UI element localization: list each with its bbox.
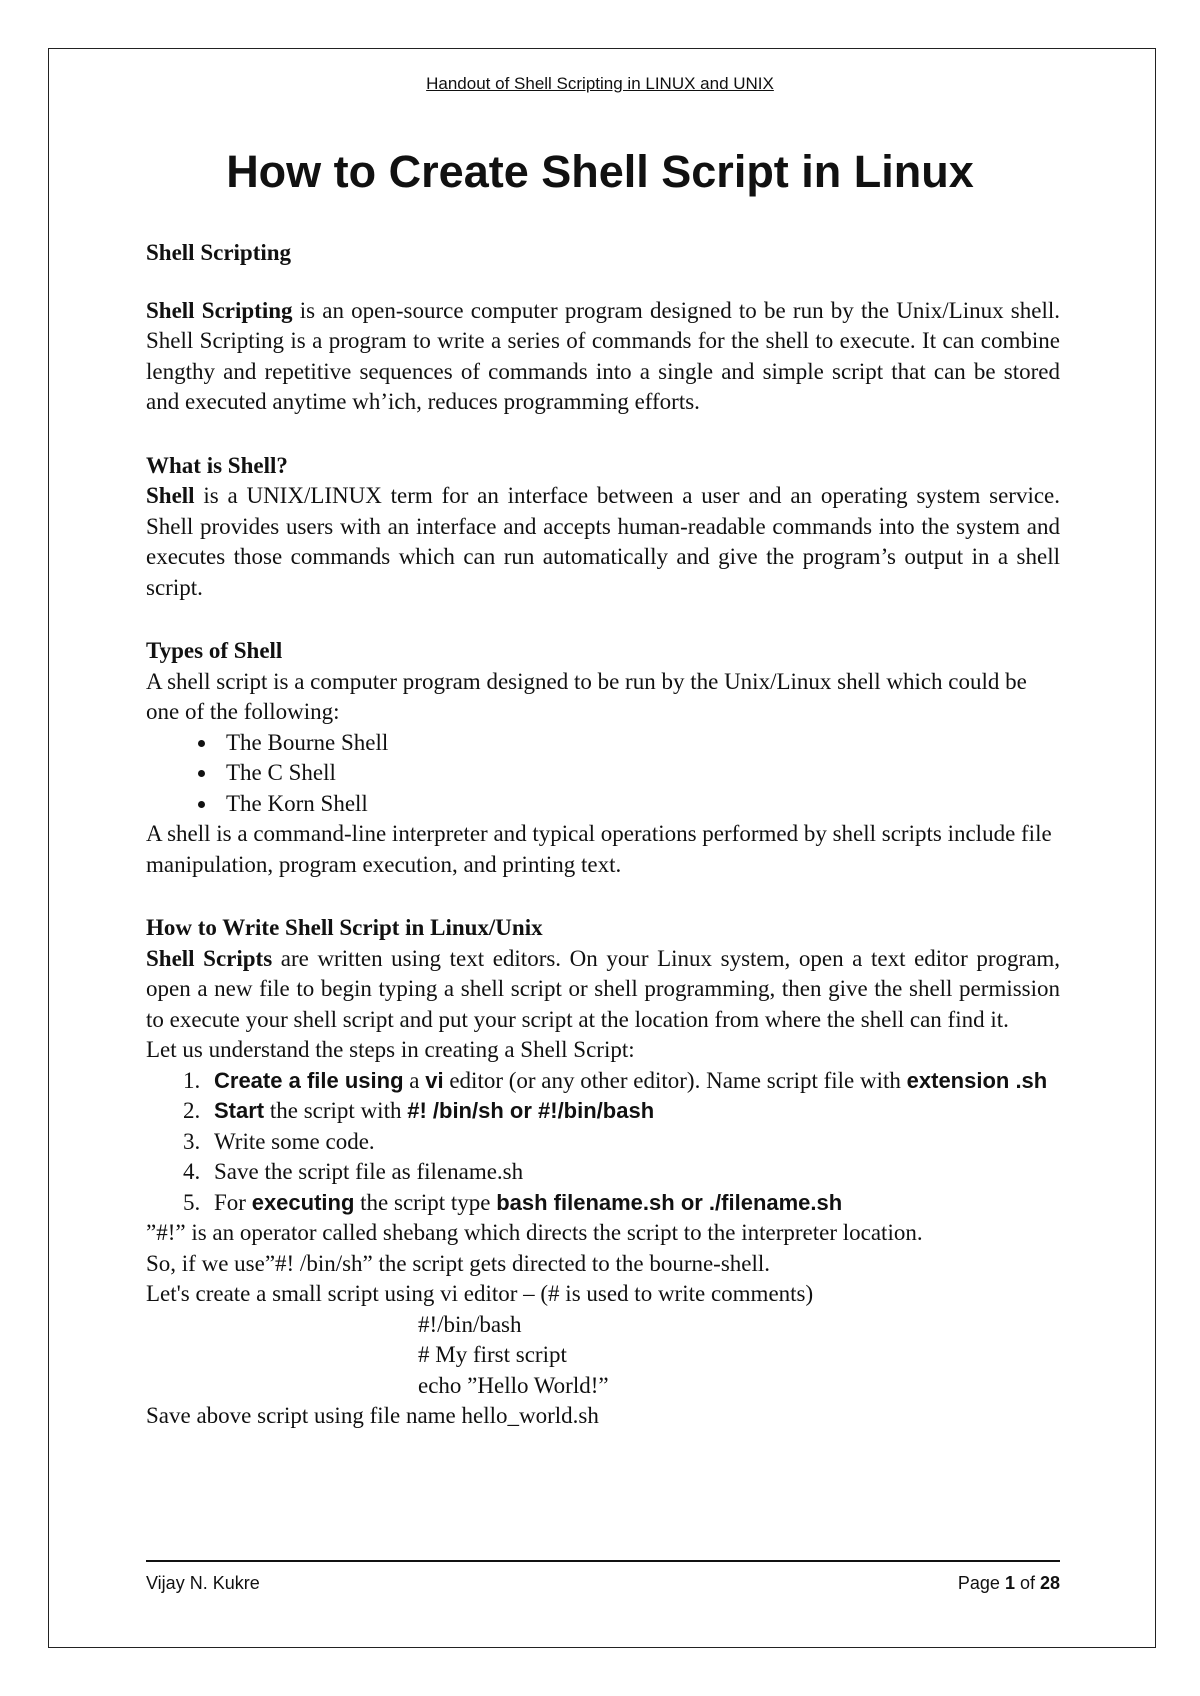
heading-types-of-shell: Types of Shell [146,638,283,663]
list-item: • The Korn Shell [218,789,1060,820]
steps-list [146,1066,1060,1219]
code-line: echo ”Hello World!” [418,1372,609,1398]
shell-types-list [146,728,1060,820]
list-item: 1. Create a file using a vi editor (or any other editor). Name script file with extension .sh [206,1066,1060,1097]
page-title: How to Create Shell Script in Linux [226,146,974,197]
footer-author: Vijay N. Kukre [146,1573,260,1593]
bold-term: Shell [146,483,195,508]
heading-what-is-shell: What is Shell? [146,452,288,478]
paragraph-how-to-write [146,944,1060,1036]
vi-editor-note: Let's create a small script using vi editor – (# is used to write comments) [146,1281,814,1306]
paragraph-text: is a UNIX/LINUX term for an interface between a user and an operating system service. Shell provides users with an interface and accepts human-readable commands into the system and executes those commands which can run automatically and give the program’s output in a shell script. [146,483,1060,600]
document-body [146,238,1060,1432]
paragraph-text: are written using text editors. On your Linux system, open a text editor program, open a new file to begin typing a shell script or shell programming, then give the shell permission to execute your shell script and put your script at the location from where the shell can find it. [146,945,1060,1032]
list-item: 2. Start the script with #! /bin/sh or #!/bin/bash [206,1096,1060,1127]
paragraph-what-is-shell [146,481,1060,603]
code-line: #!/bin/bash [418,1311,522,1337]
footer-divider [146,1560,1060,1562]
heading-how-to-write: How to Write Shell Script in Linux/Unix [146,915,543,940]
save-note: Save above script using file name hello_world.sh [146,1403,599,1428]
code-line: # My first script [418,1342,567,1367]
bourne-note: So, if we use”#! /bin/sh” the script gets directed to the bourne-shell. [146,1250,771,1276]
list-item: • The C Shell [218,758,1060,789]
list-item: 5. For executing the script type bash filename.sh or ./filename.sh [206,1188,1060,1219]
paragraph-shell-scripting [146,296,1060,418]
steps-intro: Let us understand the steps in creating a Shell Script: [146,1037,635,1062]
footer-page-number: Page 1 of 28 [957,1573,1060,1593]
list-item: 4. Save the script file as filename.sh [206,1157,1060,1188]
bold-term: Shell Scripts [146,945,273,971]
running-header: Handout of Shell Scripting in LINUX and UNIX [426,74,774,93]
paragraph-text: is an open-source computer program designed to be run by the Unix/Linux shell. Shell Scripting is a program to write a series of commands for the shell to execute. It can combine lengthy and repetitive sequences of commands into a single and simple script that can be stored and executed anytime wh’ich, reduces programming efforts. [146,297,1060,414]
heading-shell-scripting: Shell Scripting [146,240,292,265]
list-item: • The Bourne Shell [218,728,1060,759]
paragraph-types-outro: A shell is a command-line interpreter and typical operations performed by shell scripts include file manipulation, program execution, and printing text. [146,821,1052,877]
list-item: 3. Write some code. [206,1127,1060,1158]
paragraph-types-intro: A shell script is a computer program designed to be run by the Unix/Linux shell which could be one of the following: [146,668,1027,724]
shebang-note: ”#!” is an operator called shebang which directs the script to the interpreter location. [146,1220,923,1245]
bold-term: Shell Scripting [146,297,293,323]
